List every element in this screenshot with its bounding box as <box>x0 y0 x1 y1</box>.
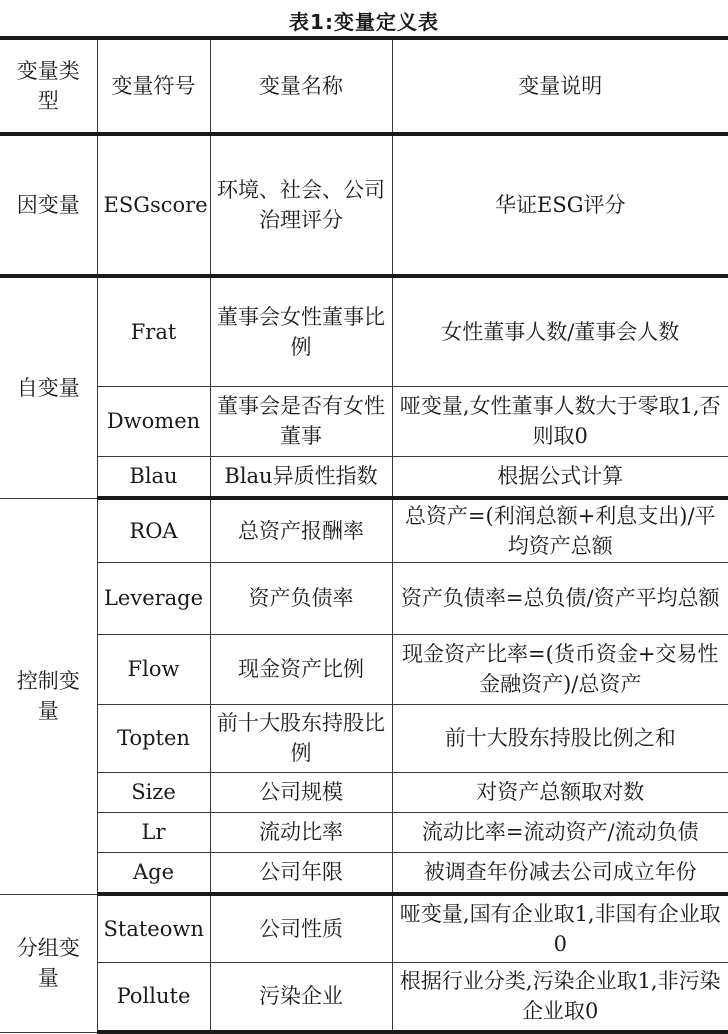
name-cell: 资产负债率 <box>210 562 392 634</box>
name-cell: 公司性质 <box>210 894 392 962</box>
desc-cell: 对资产总额取对数 <box>392 772 728 812</box>
symbol-cell: Blau <box>97 456 210 498</box>
desc-cell: 华证ESG评分 <box>392 134 728 276</box>
desc-cell: 流动比率=流动资产/流动负债 <box>392 812 728 852</box>
header-row <box>0 38 728 134</box>
name-cell: 现金资产比例 <box>210 634 392 704</box>
table-row <box>0 498 728 562</box>
header-cell-desc: 变量说明 <box>392 38 728 134</box>
desc-cell: 现金资产比率=(货币资金+交易性金融资产)/总资产 <box>392 634 728 704</box>
table-row <box>0 134 728 276</box>
desc-cell: 哑变量,国有企业取1,非国有企业取0 <box>392 894 728 962</box>
desc-cell: 总资产=(利润总额+利息支出)/平均资产总额 <box>392 498 728 562</box>
variable-definition-table <box>0 36 728 1034</box>
table-row <box>0 704 728 772</box>
symbol-cell: Flow <box>97 634 210 704</box>
table-row <box>0 386 728 456</box>
desc-cell: 资产负债率=总负债/资产平均总额 <box>392 562 728 634</box>
symbol-cell: Size <box>97 772 210 812</box>
symbol-cell: Leverage <box>97 562 210 634</box>
header-cell-type: 变量类型 <box>0 38 97 134</box>
desc-cell: 哑变量,女性董事人数大于零取1,否则取0 <box>392 386 728 456</box>
desc-cell: 根据行业分类,污染企业取1,非污染企业取0 <box>392 962 728 1032</box>
desc-cell: 根据公式计算 <box>392 456 728 498</box>
symbol-cell: Lr <box>97 812 210 852</box>
table-row <box>0 772 728 812</box>
name-cell: 总资产报酬率 <box>210 498 392 562</box>
header-cell-symbol: 变量符号 <box>97 38 210 134</box>
table-row <box>0 852 728 894</box>
table-row <box>0 962 728 1032</box>
name-cell: 前十大股东持股比例 <box>210 704 392 772</box>
symbol-cell: Stateown <box>97 894 210 962</box>
table-row <box>0 634 728 704</box>
desc-cell: 被调查年份减去公司成立年份 <box>392 852 728 894</box>
desc-cell: 前十大股东持股比例之和 <box>392 704 728 772</box>
name-cell: 公司年限 <box>210 852 392 894</box>
name-cell: Blau异质性指数 <box>210 456 392 498</box>
type-cell: 自变量 <box>0 276 97 498</box>
table-row <box>0 812 728 852</box>
name-cell: 流动比率 <box>210 812 392 852</box>
name-cell: 污染企业 <box>210 962 392 1032</box>
table-title: 表1:变量定义表 <box>289 10 439 34</box>
header-cell-name: 变量名称 <box>210 38 392 134</box>
symbol-cell: Age <box>97 852 210 894</box>
table-row <box>0 276 728 386</box>
symbol-cell: Pollute <box>97 962 210 1032</box>
table-row <box>0 456 728 498</box>
name-cell: 董事会是否有女性董事 <box>210 386 392 456</box>
type-cell: 控制变量 <box>0 498 97 894</box>
type-cell: 因变量 <box>0 134 97 276</box>
type-cell: 分组变量 <box>0 894 97 1032</box>
symbol-cell: Topten <box>97 704 210 772</box>
name-cell: 董事会女性董事比例 <box>210 276 392 386</box>
desc-cell: 女性董事人数/董事会人数 <box>392 276 728 386</box>
name-cell: 环境、社会、公司治理评分 <box>210 134 392 276</box>
symbol-cell: ESGscore <box>97 134 210 276</box>
table-row <box>0 562 728 634</box>
symbol-cell: ROA <box>97 498 210 562</box>
name-cell: 公司规模 <box>210 772 392 812</box>
symbol-cell: Dwomen <box>97 386 210 456</box>
table-row <box>0 894 728 962</box>
symbol-cell: Frat <box>97 276 210 386</box>
